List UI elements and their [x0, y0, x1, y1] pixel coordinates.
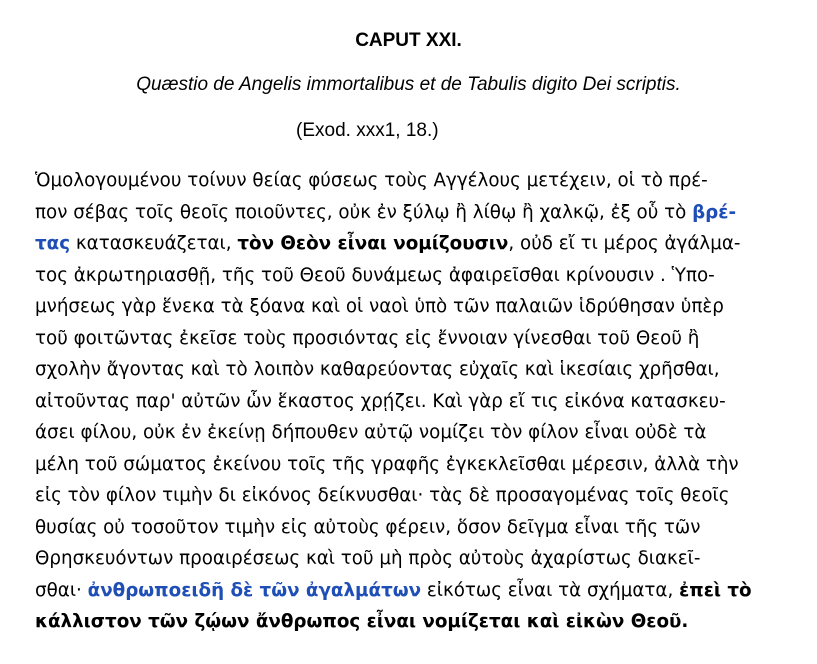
text-segment: κατασκευάζεται, — [70, 233, 238, 254]
text-line — [35, 606, 795, 638]
text-segment: άσει φίλου, οὐκ ἐν ἐκείνῃ δήπουθεν αὐτῷ νομίζει τὸν φίλον εἶναι οὐδὲ τὰ — [35, 422, 707, 443]
text-line — [35, 260, 795, 292]
text-line — [35, 291, 795, 323]
text-segment: θυσίας οὐ τοσοῦτον τιμὴν εἰς αὐτοὺς φέρειν, ὅσον δεῖγμα εἶναι τῆς τῶν — [35, 516, 701, 538]
emphasized-phrase: κάλλιστον τῶν ζῴων ἄνθρωπος εἶναι νομίζεται καὶ εἰκὼν Θεοῦ. — [35, 611, 689, 632]
emphasized-phrase: τὸν Θεὸν εἶναι νομίζουσιν — [237, 233, 509, 254]
text-segment: σχολὴν ἄγοντας καὶ τὸ λοιπὸν καθαρεύοντας εὐχαῖς καὶ ἱκεσίαις χρῆσθαι, — [35, 359, 720, 380]
text-segment: εἰκότως εἶναι τὰ σχήματα, — [421, 579, 680, 601]
highlighted-term: τας — [35, 233, 71, 254]
text-line — [35, 165, 795, 197]
emphasized-phrase: ἐπεὶ τὸ — [679, 579, 752, 601]
text-line — [35, 449, 795, 481]
chapter-title: CAPUT XXI. — [355, 30, 462, 51]
highlighted-term: ἀνθρωποειδῆ δὲ τῶν ἀγαλμάτων — [87, 579, 422, 601]
text-segment: αἰτοῦντας παρ' αὐτῶν ὧν ἕκαστος χρῄζει. Καὶ γὰρ εἴ τις εἰκόνα κατασκευ- — [35, 390, 726, 412]
highlighted-term: βρέ- — [692, 201, 737, 223]
text-line — [35, 512, 795, 544]
text-line — [35, 354, 795, 386]
scripture-reference: (Exod. xxx1, 18.) — [296, 120, 439, 141]
text-segment: τος ἀκρωτηριασθῇ, τῆς τοῦ Θεοῦ δυνάμεως ἀφαιρεῖσθαι κρίνουσιν . Ὑπο- — [35, 264, 715, 286]
text-line — [35, 197, 795, 229]
text-line — [35, 323, 795, 355]
greek-text-body — [35, 165, 795, 638]
text-segment: μέλη τοῦ σώματος ἐκείνου τοῖς τῆς γραφῆς ἐγκεκλεῖσθαι μέρεσιν, ἀλλὰ τὴν — [35, 453, 739, 475]
text-segment: Θρησκευόντων προαιρέσεως καὶ τοῦ μὴ πρὸς αὐτοὺς ἀχαρίστως διακεῖ- — [35, 548, 701, 569]
chapter-subtitle: Quæstio de Angelis immortalibus et de Tabulis digito Dei scriptis. — [136, 74, 681, 95]
text-segment: πον σέβας τοῖς θεοῖς ποιοῦντες, οὐκ ἐν ξύλῳ ἢ λίθῳ ἢ χαλκῷ, ἐξ οὗ τὸ — [35, 201, 693, 223]
text-line — [35, 228, 795, 260]
text-segment: σθαι· — [35, 579, 88, 601]
text-segment: Ὁμολογουμένου τοίνυν θείας φύσεως τοὺς Αγγέλους μετέχειν, οἱ τὸ πρέ- — [35, 170, 708, 191]
text-line — [35, 417, 795, 449]
text-line — [35, 386, 795, 418]
text-segment: , οὐδ εἴ τι μέρος ἀγάλμα- — [508, 233, 741, 254]
text-segment: τοῦ φοιτῶντας ἐκεῖσε τοὺς προσιόντας εἰς ἔννοιαν γίνεσθαι τοῦ Θεοῦ ἢ — [35, 327, 700, 349]
text-line — [35, 575, 795, 607]
text-line — [35, 480, 795, 512]
text-segment: εἰς τὸν φίλον τιμὴν δι εἰκόνος δείκνυσθαι· τὰς δὲ προσαγομένας τοῖς θεοῖς — [35, 485, 730, 506]
text-line — [35, 543, 795, 575]
text-segment: μνήσεως γὰρ ἕνεκα τὰ ξόανα καὶ οἱ ναοὶ ὑπὸ τῶν παλαιῶν ἱδρύθησαν ὑπὲρ — [35, 296, 724, 317]
